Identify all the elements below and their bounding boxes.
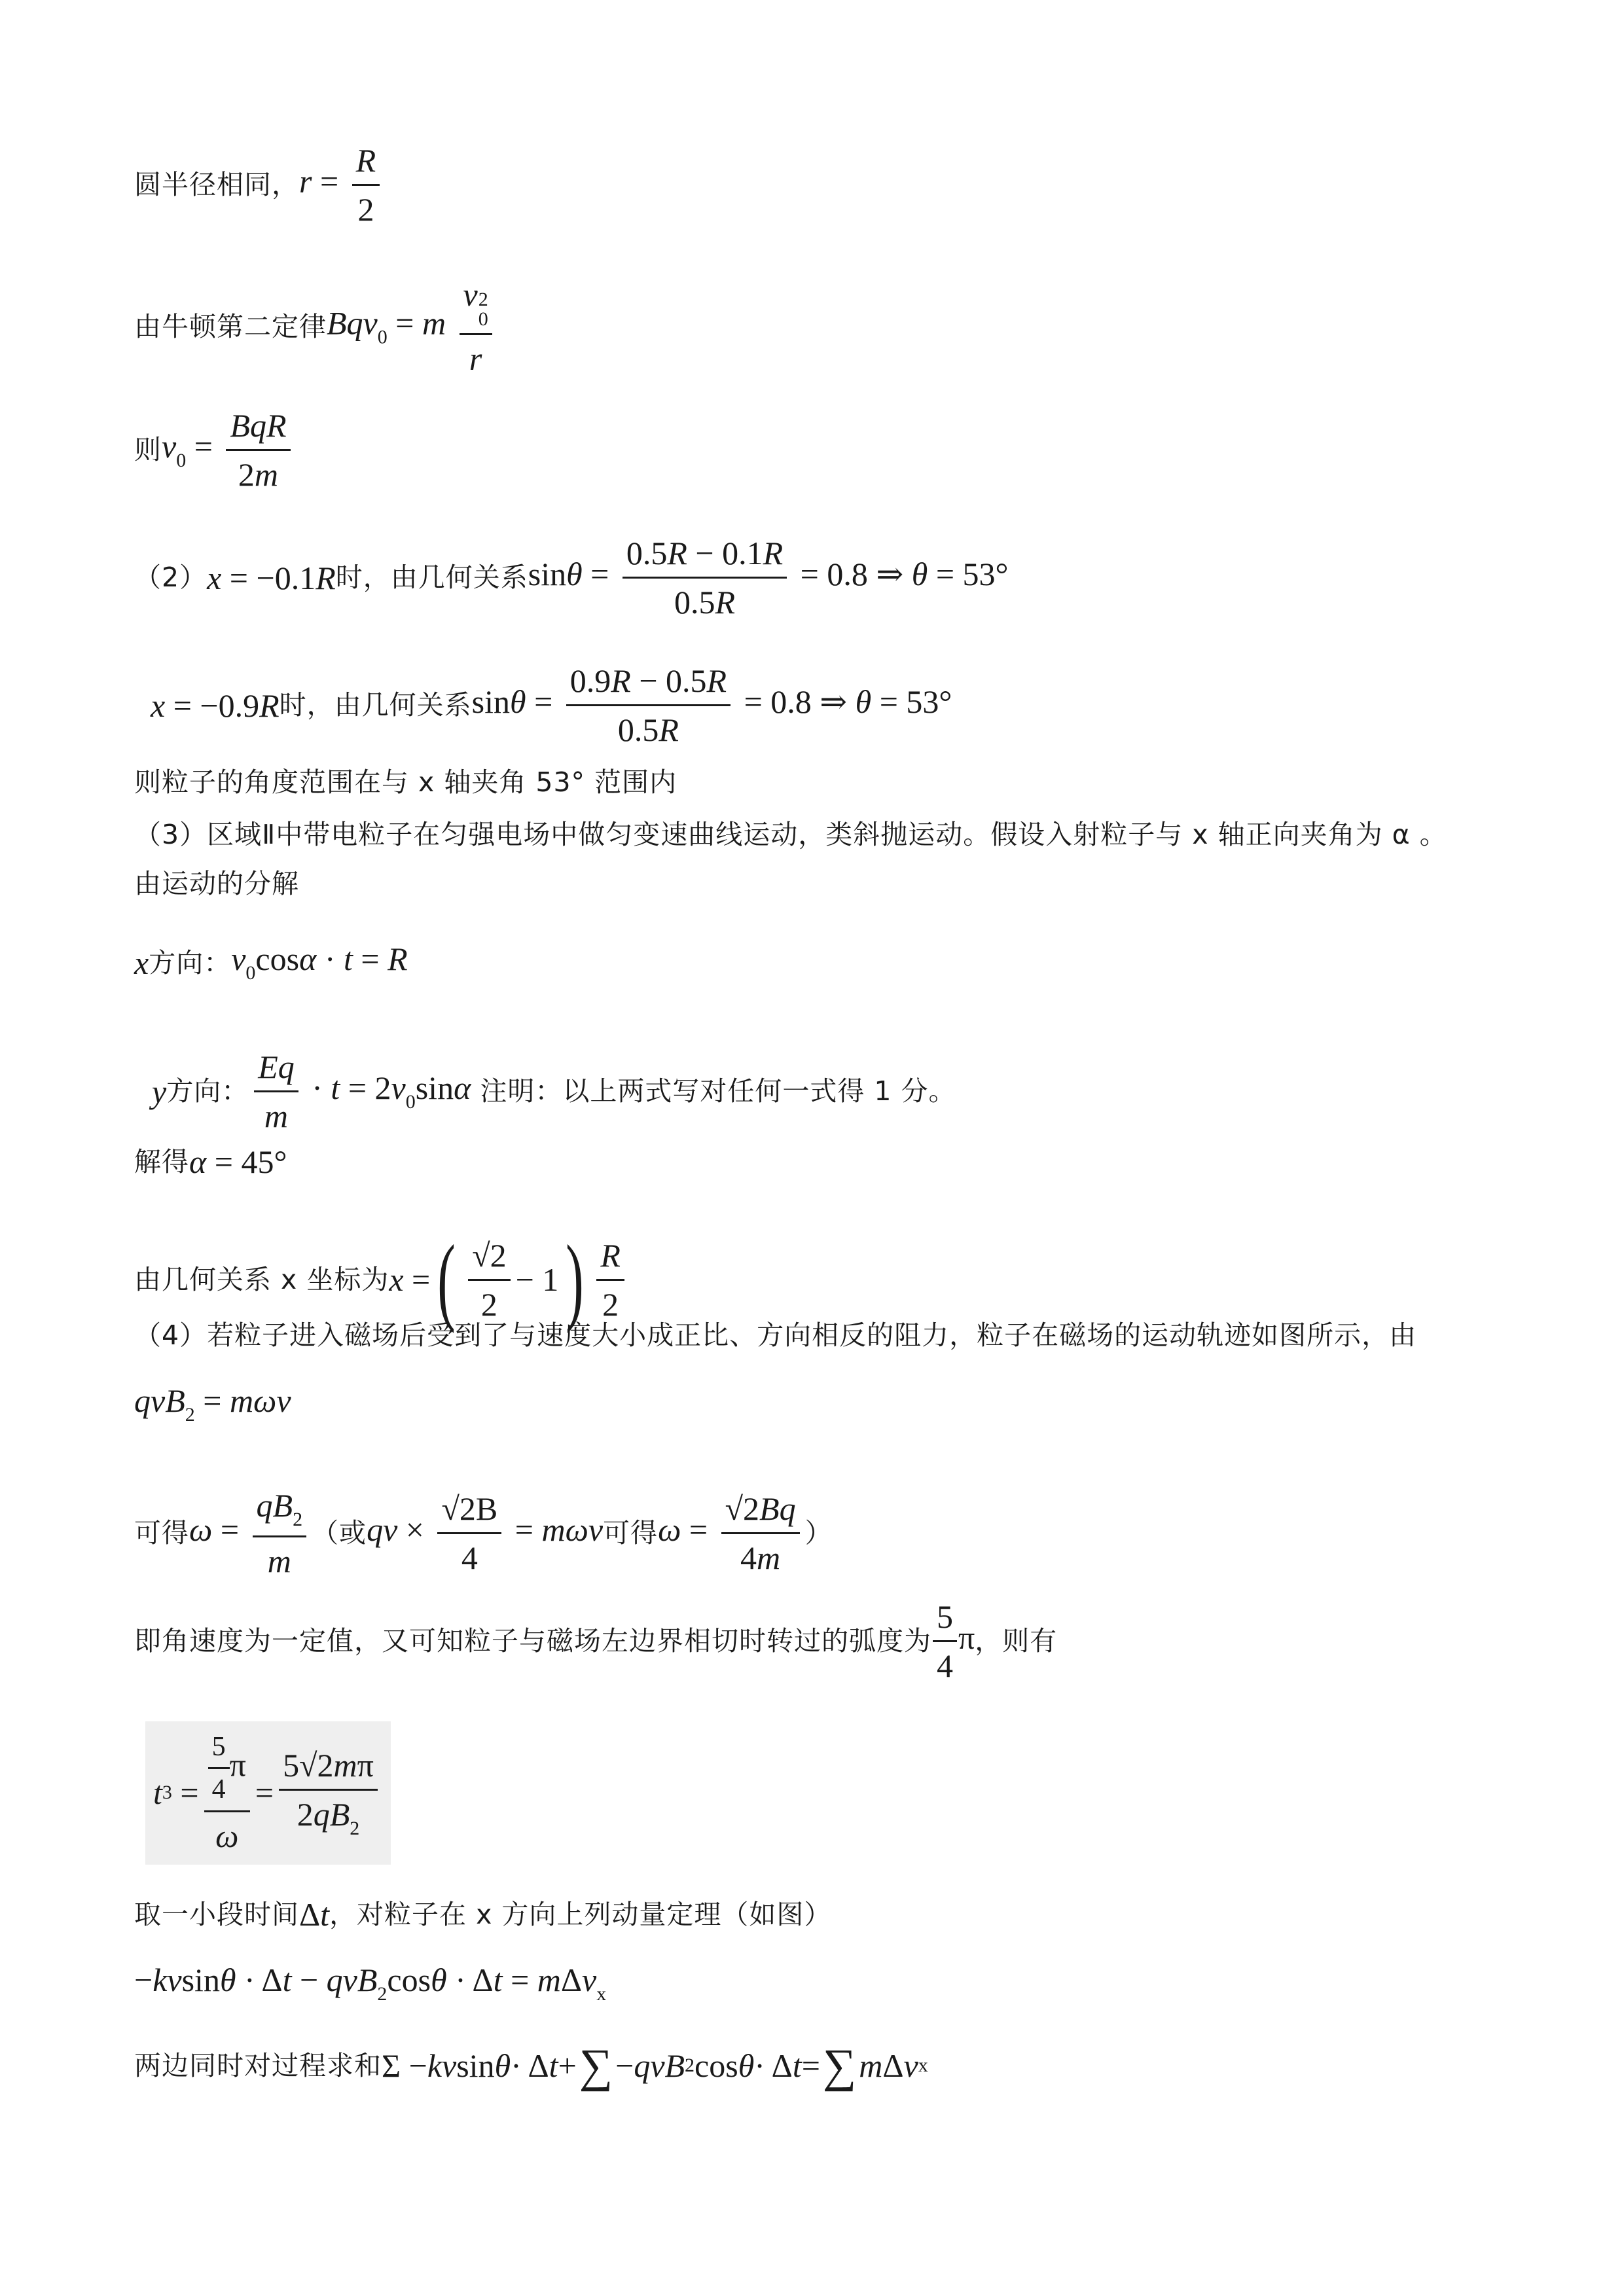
line-small-interval [134, 1898, 831, 1931]
text-part3-intro: （3）区域Ⅱ中带电粒子在匀强电场中做匀变速曲线运动，类斜抛运动。假设入射粒子与 x 轴正向夹角为 α 。 [134, 819, 1447, 850]
var-x: x [134, 944, 149, 981]
line-alpha-result [134, 1145, 287, 1178]
text-part4-intro: （4）若粒子进入磁场后受到了与速度大小成正比、方向相反的阻力，粒子在磁场的运动轨迹如图所示，由 [134, 1319, 1417, 1351]
text-then: 则 [134, 434, 162, 465]
text-sum-both-sides: 两边同时对过程求和 [134, 2049, 382, 2081]
eq-momentum-x: −kvsinθ · Δt − qvB$_2$cosθ · Δt = mΔv$_x$ [134, 1962, 607, 2005]
eq-qv-root2b: qv × $\frac{√2B}{4}$ = mωv [367, 1490, 604, 1576]
eq-alpha-45: α = 45° [189, 1143, 287, 1180]
text-radius-same: 圆半径相同， [134, 169, 299, 200]
line-part2-case1 [134, 533, 1009, 622]
eq-t3-result: t 3 = $\frac{5}{4}$ π ω = $\frac{5√2m\pi}{2qB_2}$ [145, 1721, 391, 1865]
text-close-paren: ） [804, 1517, 833, 1549]
eq-omega-qb2-m: ω = $\frac{qB_2}{m}$ [189, 1486, 312, 1581]
line-arc-angle [134, 1597, 1057, 1685]
line-y-direction [152, 1047, 956, 1136]
eq-five-quarter-pi: $\frac{5}{4}$ π [931, 1597, 975, 1685]
line-angle-range [134, 766, 677, 798]
text-or: （或 [312, 1517, 367, 1549]
var-y: y [152, 1073, 167, 1110]
eq-summation: Σ − kv sin θ · Δ t + ∑ − qvB 2 cos θ · Δ t = ∑ m Δ v x [382, 2039, 928, 2092]
text-x-direction: 方向： [149, 946, 232, 978]
text-newton-law: 由牛顿第二定律 [134, 310, 327, 342]
text-when-geometry-1: 时，由几何关系 [335, 562, 528, 593]
line-part4-intro [134, 1319, 1417, 1351]
text-y-direction: 方向： [166, 1075, 249, 1107]
text-arc-angle: 即角速度为一定值，又可知粒子与磁场左边界相切时转过的弧度为 [134, 1625, 931, 1657]
text-angle-range: 则粒子的角度范围在与 x 轴夹角 53° 范围内 [134, 766, 677, 798]
text-scoring-note: 注明：以上两式写对任何一式得 1 分。 [480, 1075, 956, 1107]
line-momentum-equation [134, 1964, 606, 2004]
line-t3 [145, 1721, 391, 1865]
eq-x-motion: $v_0\cos\alpha \cdot t = R$ [231, 941, 408, 984]
eq-sin-theta-case1: sinθ = $\frac{0.5R - 0.1R}{0.5R}$ = 0.8 ⇒ θ = 53° [528, 535, 1009, 620]
eq-x-minus-0.1R: x = −0.1R [207, 559, 336, 596]
line-qvb2 [134, 1384, 291, 1425]
text-small-interval: 取一小段时间 [134, 1898, 299, 1930]
text-momentum-theorem: ，对粒子在 x 方向上列动量定理（如图） [329, 1898, 832, 1930]
eq-x-minus-0.9R: x = −0.9R [151, 687, 280, 724]
eq-v0-result: $v_0$ = $\frac{\text{BqR}}{2m}$ [162, 406, 296, 494]
eq-r-equals-R-over-2: r = $\frac{R}{2}$ [299, 141, 385, 229]
eq-qvb2-momega-v: qvB$_2$ = mωv [134, 1382, 291, 1426]
text-can-get-2: 可得 [603, 1517, 659, 1549]
line-decomposition [134, 870, 299, 897]
line-x-coordinate [134, 1225, 630, 1334]
line-radius [134, 141, 385, 229]
line-x-direction [134, 942, 408, 983]
line-omega [134, 1486, 833, 1581]
eq-sin-theta-case2: sinθ = $\frac{0.9R - 0.5R}{0.5R}$ = 0.8 ⇒ θ = 53° [471, 662, 952, 748]
text-x-coordinate: 由几何关系 x 坐标为 [134, 1263, 389, 1295]
line-newton-law [134, 275, 497, 378]
line-part3-intro [134, 821, 1447, 848]
text-then-have: ，则有 [975, 1625, 1058, 1657]
line-v0 [134, 406, 296, 494]
line-part2-case2 [151, 661, 952, 749]
eq-x-coordinate: x = ( $\frac{√2}{2}$ − 1 ) $\frac{R}{2}$ [389, 1230, 630, 1329]
text-solve: 解得 [134, 1145, 189, 1177]
eq-lorentz-centripetal: Bqv$_0$ = m v 2 0 r [327, 275, 497, 378]
text-can-get-1: 可得 [134, 1517, 189, 1549]
line-summation [134, 2039, 928, 2092]
eq-y-motion: $\frac{Eq}{m}$ · $t = 2v_0\sin\alpha$ [249, 1047, 471, 1136]
eq-delta-t: Δt [299, 1896, 330, 1933]
text-decomposition: 由运动的分解 [134, 868, 299, 899]
text-when-geometry-2: 时，由几何关系 [279, 689, 472, 721]
eq-omega-root2bq: ω = $\frac{√2Bq}{4m}$ [658, 1489, 805, 1577]
text-part2-label: （2） [134, 562, 208, 593]
